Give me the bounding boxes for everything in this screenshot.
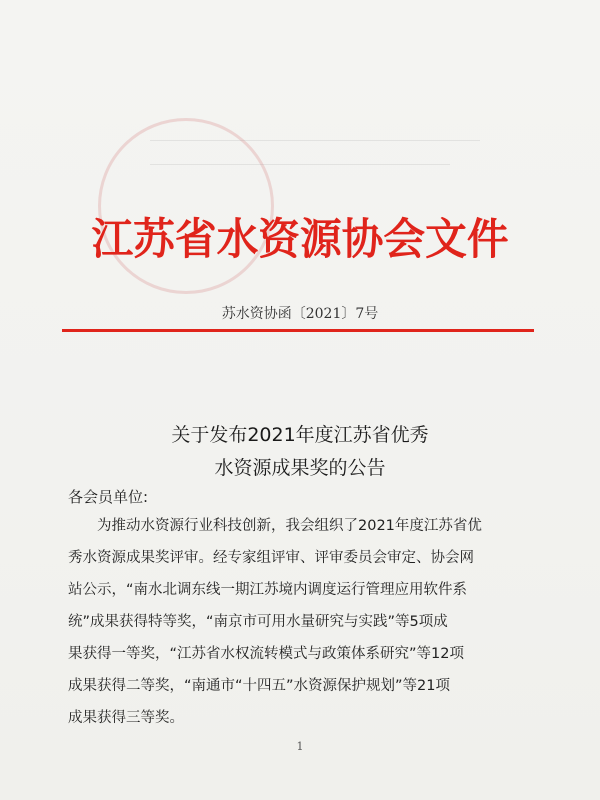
body-line: 秀水资源成果奖评审。经专家组评审、评审委员会审定、协会网 xyxy=(68,550,474,566)
document-number: 苏水资协函〔2021〕7号 xyxy=(221,306,379,322)
body-line: 统”成果获得特等奖，“南京市可用水量研究与实践”等5项成 xyxy=(68,614,448,630)
body-line: 成果获得二等奖，“南通市“十四五”水资源保护规划”等21项 xyxy=(68,678,450,694)
header-red-rule xyxy=(62,329,534,332)
bleed-through-line xyxy=(150,140,480,141)
notice-title xyxy=(0,419,600,485)
body-line: 站公示，“南水北调东线一期江苏境内调度运行管理应用软件系 xyxy=(68,582,468,598)
salutation: 各会员单位: xyxy=(68,488,149,506)
bleed-through-line xyxy=(150,164,450,165)
body-line: 果获得一等奖，“江苏省水权流转模式与政策体系研究”等12项 xyxy=(68,646,464,662)
notice-title-line: 水资源成果奖的公告 xyxy=(214,457,386,479)
notice-title-line: 关于发布2021年度江苏省优秀 xyxy=(171,424,429,446)
page-number: 1 xyxy=(296,740,304,753)
body-line: 为推动水资源行业科技创新，我会组织了2021年度江苏省优 xyxy=(97,518,482,534)
body-line: 成果获得三等奖。 xyxy=(68,710,184,726)
document-header-title: 江苏省水资源协会文件 xyxy=(91,215,509,265)
notice-body xyxy=(68,510,532,734)
